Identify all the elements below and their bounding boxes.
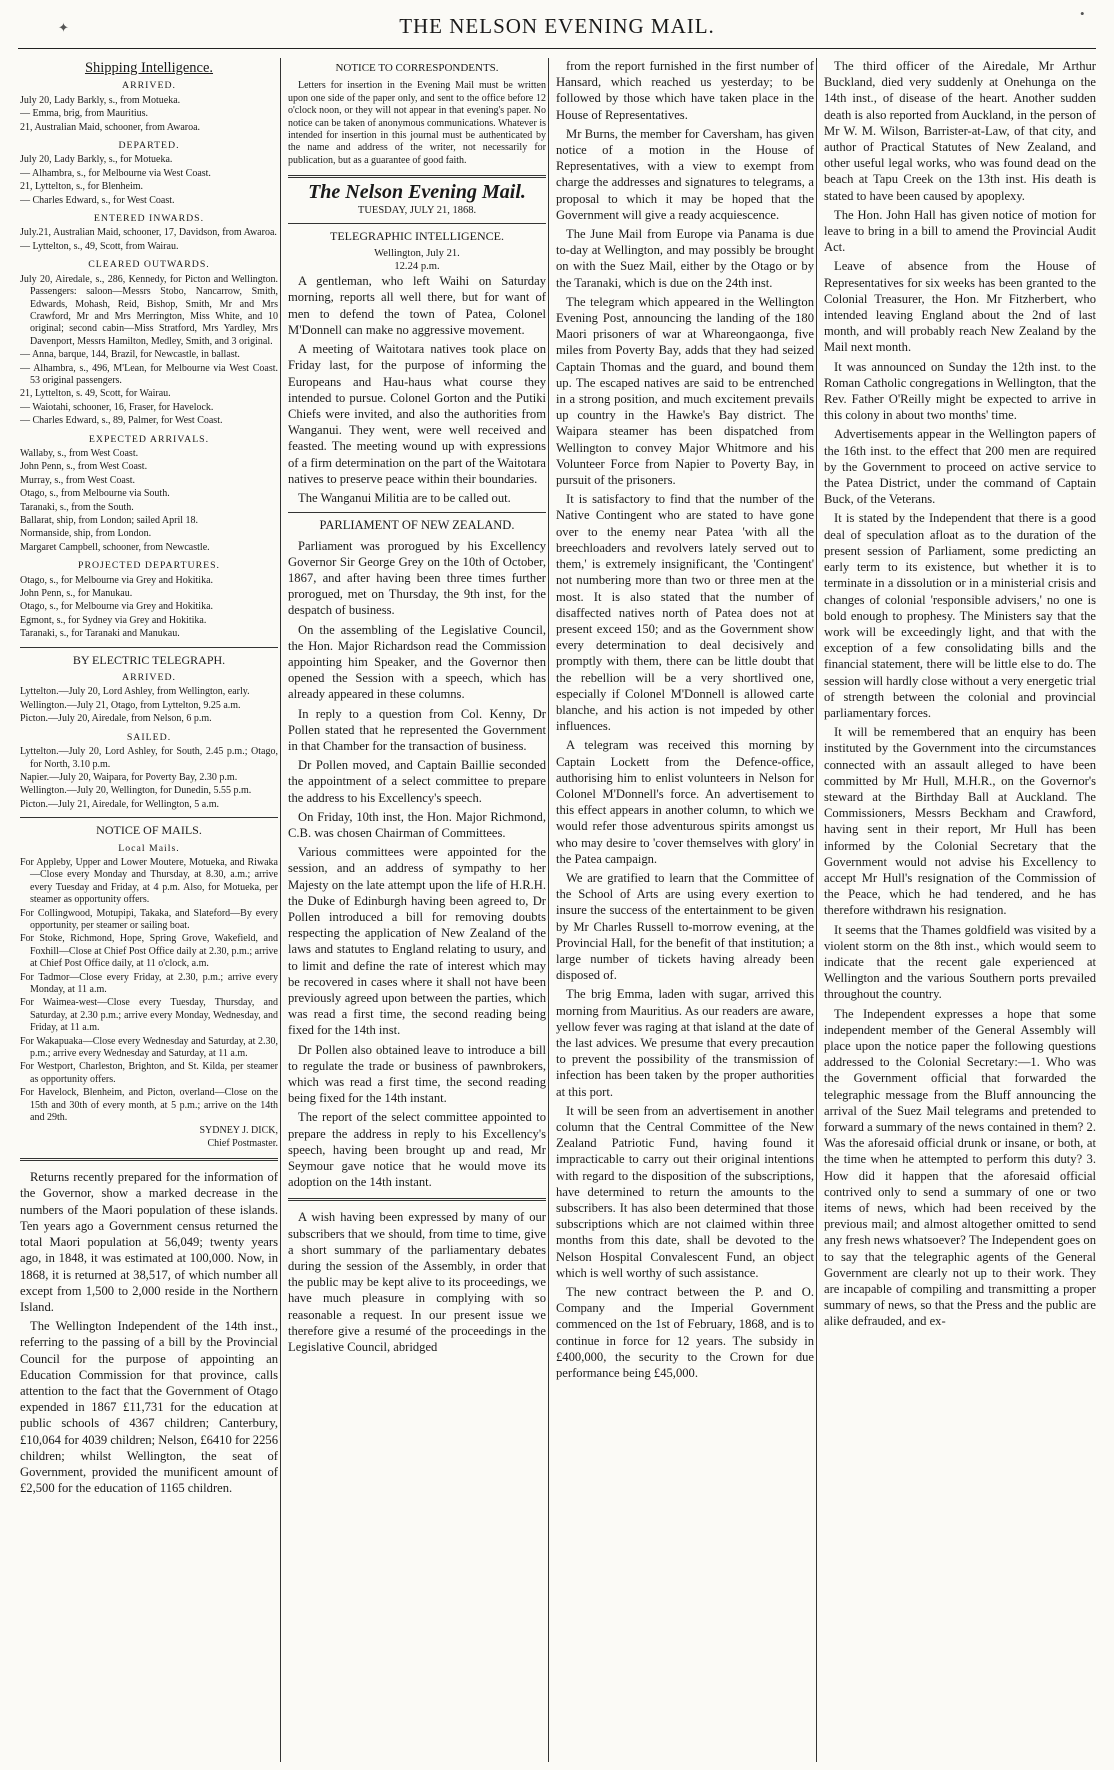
mail-item: For Collingwood, Motupipi, Takaka, and Slateford—By every opportunity, per steamer or sailing boat. (20, 907, 278, 931)
column-divider (816, 58, 817, 1762)
news-para: The brig Emma, laden with sugar, arrived this morning from Mauritius. As our readers are aware, yellow fever was raging at that island at the date of the last advices. We presume that every precaution to prevent the possibility of the transmission of infection has been taken by the proper authorities at this port. (556, 987, 814, 1099)
expected-item: Otago, s., from Melbourne via South. (20, 488, 170, 500)
arrived-item: 21, Australian Maid, schooner, from Awaroa. (20, 121, 201, 133)
projected-item: John Penn, s., for Manukau. (20, 588, 133, 600)
projected-heading: PROJECTED DEPARTURES. (78, 560, 220, 572)
tel-arrived-heading: ARRIVED. (122, 672, 176, 684)
entered-heading: ENTERED INWARDS. (93, 213, 205, 225)
masthead-rule (18, 48, 1096, 49)
projected-item: Otago, s., for Melbourne via Grey and Hokitika. (20, 574, 214, 586)
mails-signature-title: Chief Postmaster. (207, 1137, 278, 1149)
expected-item: Wallaby, s., from West Coast. (20, 447, 139, 459)
departed-item: — Alhambra, s., for Melbourne via West Coast. (20, 167, 211, 179)
page-mark-left: ✦ (58, 20, 69, 35)
mail-item: For Wakapuaka—Close every Wednesday and Saturday, at 2.30, p.m.; arrive every Wednesday and Saturday, at 11 a.m. (20, 1035, 278, 1060)
notice-title: NOTICE TO CORRESPONDENTS. (335, 62, 499, 74)
news-para: from the report furnished in the first number of Hansard, which reached us yesterday; to be followed by those which have taken place in the House of Representatives. (556, 59, 814, 122)
news-para: A telegram was received this morning by Captain Lockett from the Defence-office, authorising him to enlist volunteers in Nelson for Colonel M'Donnell's force. An advertisement to this effect appears in another column, to which we would refer those adventurous spirits amongst us who may desire to 'cover themselves with glory' in the Patea campaign. (556, 738, 814, 866)
news-para: Advertisements appear in the Wellington papers of the 16th inst. to the effect that 200 men are required by the Government to proceed on active service to the Patea District, under the command of Captain Buck, of the Veterans. (824, 427, 1096, 507)
section-rule (288, 223, 546, 224)
section-rule (288, 1198, 546, 1201)
expected-item: Margaret Campbell, schooner, from Newcastle. (20, 541, 210, 553)
news-para: The Hon. John Hall has given notice of motion for leave to bring in a bill to amend the Provincial Audit Act. (824, 207, 1096, 255)
expected-item: Normanside, ship, from London. (20, 528, 152, 540)
mails-subheading: Local Mails. (118, 842, 180, 854)
news-para: It was announced on Sunday the 12th inst. to the Roman Catholic congregations in Wellington, that the Rev. Father O'Reilly might be expected to arrive in this colony in about two months' time. (824, 359, 1096, 423)
tel-sailed-item: Napier.—July 20, Waipara, for Poverty Bay, 2.30 p.m. (20, 771, 238, 783)
parliament-para: Various committees were appointed for the session, and an address of sympathy to her Majesty on the late attempt upon the life of H.R.H. the Duke of Edinburgh having been agreed to, Dr Pollen introduced a bill for removing doubts respecting the application of New Zealand of the laws and statutes to England relating to usury, and to limit and define the rate of interest which may be recovered in cases where it shall not have been previously agreed upon between the parties, which was read a first time, the second reading being fixed for the 14th inst. (288, 845, 546, 1038)
news-para: It is satisfactory to find that the number of the Native Contingent who are stated to have gone over to the enemy near Patea 'with all the breechloaders and revolvers lately served out to them,' is extremely insignificant, the 'Contingent' not numbering more than two or three men at the most. It is also stated that the number of disaffected natives north of Patea does not at present exceed 150; and as the Government show every determination to deal decisively and promptly with them, there can be little doubt that the rebellion will be a very shortlived one, especially if Colonel M'Donnell is allowed carte blanche, and his action is not impeded by other influences. (556, 492, 814, 734)
column-1 (20, 58, 278, 1764)
news-para: The Independent expresses a hope that some independent member of the General Assembly will place upon the notice paper the following questions addressed to the Colonial Secretary:—1. Who was the Government official that forwarded the telegraphic message from the Bluff announcing the arrival of the Suez Mail telegrams and pretended to forward a summary of the news contained in them? 2. Was the aforesaid official drunk or insane, or both, at the time when he attempted to perform this duty? 3. How did it happen that the aforesaid official contrived only to send a summary of one or two items of news, which had been received by the previous mail; and almost altogether omitted to send any fresh news whatsoever? The Independent goes on to say that the telegraphic agents of the General Government are clearly not up to their work. They are incapable of compiling and transmitting a proper summary of news, so that the Press and the public are alike defrauded, and ex- (824, 1006, 1096, 1329)
cleared-heading: CLEARED OUTWARDS. (88, 259, 210, 271)
section-rule (20, 647, 278, 648)
news-para: It is stated by the Independent that there is a good deal of speculation afloat as to the duration of the present session of Parliament, some predicting an early term to its existence, but whether it is to terminate in a dissolution or in a ministerial crisis and changes of colonial 'responsible advisers,' no one is bold enough to prophesy. The Ministers say that the work will be exceedingly light, and that with the exception of a few consolidating bills and the financial statement, there will be little else to do. The session will hardly close without a very energetic trial of strength between the colonial and provincial parliamentary forces. (824, 511, 1096, 720)
expected-item: Ballarat, ship, from London; sailed April 18. (20, 515, 199, 526)
cleared-item: July 20, Airedale, s., 286, Kennedy, for Picton and Wellington. Passengers: saloon—Messrs Stobo, Nancarrow, Smith, Edwards, Mohash, Reid, Bishop, Smith, Mr and Mrs Crawford, Mr and Mrs Merrington, Miss White, and 10 original; second cabin—Miss Stratford, Mrs Yardley, Mrs Davenport, Messrs Hamilton, Medley, Smith, and 3 original. (20, 273, 278, 347)
mail-item: For Waimea-west—Close every Tuesday, Thursday, and Saturday, at 2.30 p.m.; arrive every Monday, Wednesday, and Friday, at 11 a.m. (20, 997, 278, 1034)
news-para: It seems that the Thames goldfield was visited by a violent storm on the 8th inst., which would seem to indicate that the recent gale experienced at Wellington and the various Southern ports prevailed throughout the country. (824, 922, 1096, 1002)
projected-item: Egmont, s., for Sydney via Grey and Hokitika. (20, 614, 207, 626)
notice-text: Letters for insertion in the Evening Mail must be written upon one side of the paper only, and sent to the office before 12 o'clock noon, or they will not appear in that evening's paper. No notice can be taken of anonymous communications. Whatever is intended for insertion in this journal must be authenticated by the name and address of the writer, not necessarily for publication, but as a guarantee of good faith. (288, 80, 546, 166)
tel-sailed-item: Lyttelton.—July 20, Lord Ashley, for South, 2.45 p.m.; Otago, for North, 3.10 p.m. (20, 746, 278, 770)
parliament-para: In reply to a question from Col. Kenny, Dr Pollen stated that he represented the Government in that Chamber for the transaction of business. (288, 706, 546, 753)
expected-item: Taranaki, s., from the South. (20, 501, 134, 513)
news-para: Leave of absence from the House of Representatives for six weeks has been granted to the Colonial Treasurer, the Hon. Mr Fitzherbert, who intended leaving England about the 2nd of last month, and will probably reach New Zealand by the Mail next month. (824, 259, 1096, 355)
article-maori-population: Returns recently prepared for the information of the Governor, show a marked decrease in the numbers of the Maori population of these islands. Ten years ago a Government census returned the total Maori population at 56,049; twenty years ago, in 1848, it was estimated at 100,000. Now, in 1868, it is returned at 38,517, of which number all except from 1,500 to 2,000 reside in the Northern Island. (20, 1170, 278, 1314)
tel-sailed-heading: SAILED. (126, 731, 172, 743)
news-para: It will be remembered that an enquiry has been instituted by the Government into the circumstances connected with an assault alleged to have been committed by Mr Hull, M.H.R., on the Governor's steward at the Birthday Ball at Auckland. The Commissioners, Messrs Beckham and Crawford, having sent in their report, Mr Hull has been informed by the Colonial Secretary that the Government would not advise his Excellency to accept Mr Hull's resignation of the Commission of the Peace, which he had tendered, and he has therefore withdrawn his resignation. (824, 725, 1096, 918)
section-rule (20, 1158, 278, 1161)
parliament-para: Dr Pollen moved, and Captain Baillie seconded the appointment of a select committee to prepare the address to his Excellency's speech. (288, 758, 546, 805)
parliament-para: The report of the select committee appointed to prepare the address in reply to his Excellency's speech, having been brought up and read, Mr Seymour gave notice that he would move its adoption on the 14th instant. (288, 1110, 546, 1190)
telegraphic-time: 12.24 p.m. (394, 260, 440, 272)
telegraphic-para: A gentleman, who left Waihi on Saturday morning, reports all well there, but for want of men to defend the town of Patea, Colonel M'Donnell can make no aggressive movement. (288, 274, 546, 337)
telegraphic-title: TELEGRAPHIC INTELLIGENCE. (330, 229, 504, 244)
tel-arrived-item: Lyttelton.—July 20, Lord Ashley, from Wellington, early. (20, 686, 250, 698)
cleared-item: — Charles Edward, s., 89, Palmer, for West Coast. (20, 415, 223, 427)
shipping-title: Shipping Intelligence. (84, 60, 214, 76)
news-para: We are gratified to learn that the Committee of the School of Arts are using every exertion to insure the success of the entertainment to be given by Mr Charles Russell to-morrow evening, at the Provincial Hall, for the benefit of that institution; a large number of tickets having already been disposed of. (556, 870, 814, 983)
cleared-item: 21, Lyttelton, s. 49, Scott, for Wairau. (20, 388, 171, 400)
expected-item: Murray, s., from West Coast. (20, 474, 136, 486)
column-2 (288, 58, 546, 1764)
nameplate: The Nelson Evening Mail. (308, 181, 526, 204)
telegraph-title: BY ELECTRIC TELEGRAPH. (72, 652, 226, 667)
mail-item: For Tadmor—Close every Friday, at 2.30, p.m.; arrive every Monday, at 11 a.m. (20, 971, 278, 995)
mail-item: For Stoke, Richmond, Hope, Spring Grove, Wakefield, and Foxhill—Close at Chief Post Office daily at 2.30, p.m.; arrive at Chief Post Office daily, at 11 o'clock, a.m. (20, 933, 278, 970)
subscribers-para: A wish having been expressed by many of our subscribers that we should, from time to time, give a short summary of the parliamentary debates during the session of the Assembly, in order that the public may be kept alive to its proceedings, we have much pleasure in complying with so reasonable a request. In our present issue we therefore give a resumé of the proceedings in the Legislative Council, abridged (288, 1210, 546, 1355)
mails-signature: SYDNEY J. DICK, (199, 1125, 278, 1137)
column-divider (548, 58, 549, 1762)
section-rule (20, 817, 278, 818)
departed-item: July 20, Lady Barkly, s., for Motueka. (20, 154, 173, 166)
parliament-para: On Friday, 10th inst, the Hon. Major Richmond, C.B. was chosen Chairman of Committees. (288, 809, 546, 840)
issue-date: TUESDAY, JULY 21, 1868. (357, 204, 477, 216)
departed-item: — Charles Edward, s., for West Coast. (20, 194, 175, 206)
expected-heading: EXPECTED ARRIVALS. (88, 433, 210, 445)
tel-arrived-item: Wellington.—July 21, Otago, from Lyttelton, 9.25 a.m. (20, 699, 241, 711)
column-4 (824, 58, 1096, 1764)
news-para: Mr Burns, the member for Caversham, has given notice of a motion in the House of Representatives, with a view to exempt from charge the addresses and signatures to telegrams, a proposal to which it may be hoped that the Government will give a ready acquiescence. (556, 126, 814, 222)
expected-item: John Penn, s., from West Coast. (20, 461, 148, 473)
projected-item: Taranaki, s., for Taranaki and Manukau. (20, 628, 180, 640)
arrived-heading: ARRIVED. (122, 80, 176, 92)
arrived-item: — Emma, brig, from Mauritius. (20, 108, 149, 120)
news-para: The June Mail from Europe via Panama is due to-day at Wellington, and may possibly be brought on with the Suez Mail, either by the Otago or by the Taranaki, which is due on the 24th inst. (556, 227, 814, 290)
article-education: The Wellington Independent of the 14th inst., referring to the passing of a bill by the Provincial Council for the purpose of appointing an Education Commission for that province, calls attention to the fact that the Government of Otago expended in 1867 £11,731 for the education at public schools of 4367 children; Canterbury, £10,064 for 4039 children; Nelson, £6410 for 2256 children; whilst Wellington, the seat of Government, provided the munificent amount of £2,500 for the education of 1165 children. (20, 1319, 278, 1496)
news-para: The new contract between the P. and O. Company and the Imperial Government commenced on the 1st of February, 1868, and is to continue in force for 12 years. The subsidy in £400,000, the security to the Crown for due performance being £45,000. (556, 1285, 814, 1381)
section-rule (288, 175, 546, 178)
tel-sailed-item: Wellington.—July 20, Wellington, for Dunedin, 5.55 p.m. (20, 785, 252, 797)
telegraphic-place: Wellington, July 21. (374, 248, 460, 260)
parliament-para: Parliament was prorogued by his Excellency Governor Sir George Grey on the 10th of October, 1867, and after having been three times further prorogued, met on Thursday, the 9th inst, for the despatch of business. (288, 538, 546, 618)
parliament-title: PARLIAMENT OF NEW ZEALAND. (319, 518, 515, 533)
news-para: The third officer of the Airedale, Mr Arthur Buckland, died very suddenly at Onehunga on the 14th inst., of disease of the heart. Another sudden death is also reported from Auckland, in the person of Mr W. M. Wilson, Barrister-at-Law, of that city, and author of Practical Statutes of New Zealand, and other useful legal works, who was found dead on the beach at Tapu Creek on the 13th inst. His death is stated to have been caused by apoplexy. (824, 59, 1096, 203)
entered-item: — Lyttelton, s., 49, Scott, from Wairau. (20, 240, 179, 252)
projected-item: Otago, s., for Melbourne via Grey and Hokitika. (20, 601, 214, 613)
page-mark-right: • (1080, 6, 1085, 21)
mails-title: NOTICE OF MAILS. (96, 823, 202, 838)
news-para: The telegram which appeared in the Wellington Evening Post, announcing the landing of the 180 Maori prisoners of war at Whareongaonga, five miles from Poverty Bay, adds that they had seized Captain Thomas and the guard, and bound them up. The escaped natives are said to be entrenched in a strong position, and much excitement prevails up country in the Hawke's Bay district. The Waipara steamer has been dispatched from Wellington to convey Major Whitmore and his Volunteer Force from Napier to Poverty Bay, in pursuit of the prisoners. (556, 294, 814, 488)
cleared-item: — Anna, barque, 144, Brazil, for Newcastle, in ballast. (20, 349, 240, 361)
section-rule (288, 512, 546, 513)
arrived-item: July 20, Lady Barkly, s., from Motueka. (20, 94, 181, 106)
news-para: It will be seen from an advertisement in another column that the Central Committee of the New Zealand Patriotic Fund, having found it impracticable to carry out their original intentions with regard to the disposition of the subscriptions, have determined to return the amounts to the subscribers. It has also been determined that those subscriptions which are not claimed within three months from this date, shall be devoted to the Nelson Hospital Convalescent Fund, an object which is well worthy of such assistance. (556, 1103, 814, 1280)
parliament-para: Dr Pollen also obtained leave to introduce a bill to regulate the trade or business of pawnbrokers, which was read a first time, the second reading being fixed for the 14th instant. (288, 1042, 546, 1106)
departed-heading: DEPARTED. (118, 140, 180, 152)
tel-arrived-item: Picton.—July 20, Airedale, from Nelson, 6 p.m. (20, 713, 212, 725)
masthead: THE NELSON EVENING MAIL. (399, 14, 715, 38)
mail-item: For Appleby, Upper and Lower Moutere, Motueka, and Riwaka—Close every Monday and Thursday, at 8.30, a.m.; arrive every Tuesday and Friday, at 4 p.m. Also, for Motueka, per steamer as opportunity offers. (20, 856, 278, 906)
mail-item: For Havelock, Blenheim, and Picton, overland—Close on the 15th and 30th of every month, at 5 p.m.; arrive on the 14th and 29th. (20, 1087, 278, 1124)
departed-item: 21, Lyttelton, s., for Blenheim. (20, 181, 144, 193)
parliament-para: On the assembling of the Legislative Council, the Hon. Major Richardson read the Commission appointing him Speaker, and the Governor then opened the Session with a speech, which has already appeared in these columns. (288, 622, 546, 702)
cleared-item: — Alhambra, s., 496, M'Lean, for Melbourne via West Coast. 53 original passengers. (20, 362, 278, 386)
tel-sailed-item: Picton.—July 21, Airedale, for Wellington, 5 a.m. (20, 798, 219, 810)
entered-item: July.21, Australian Maid, schooner, 17, Davidson, from Awaroa. (20, 227, 277, 239)
column-3 (556, 58, 814, 1764)
mail-item: For Westport, Charleston, Brighton, and St. Kilda, per steamer as opportunity offers. (20, 1061, 278, 1085)
column-divider (280, 58, 281, 1762)
telegraphic-para: A meeting of Waitotara natives took place on Friday last, for the purpose of informing the Europeans and Hau-haus what course they intended to pursue. Colonel Gorton and the Putiki Chiefs were invited, and also the authorities from Wanganui. They went, were well received and feasted. The meeting wound up with expressions of a firm determination on the part of the Waitotara natives to preserve peace within their boundaries. (288, 342, 546, 486)
cleared-item: — Waiotahi, schooner, 16, Fraser, for Havelock. (20, 401, 214, 413)
telegraphic-para: The Wanganui Militia are to be called out. (298, 490, 511, 505)
